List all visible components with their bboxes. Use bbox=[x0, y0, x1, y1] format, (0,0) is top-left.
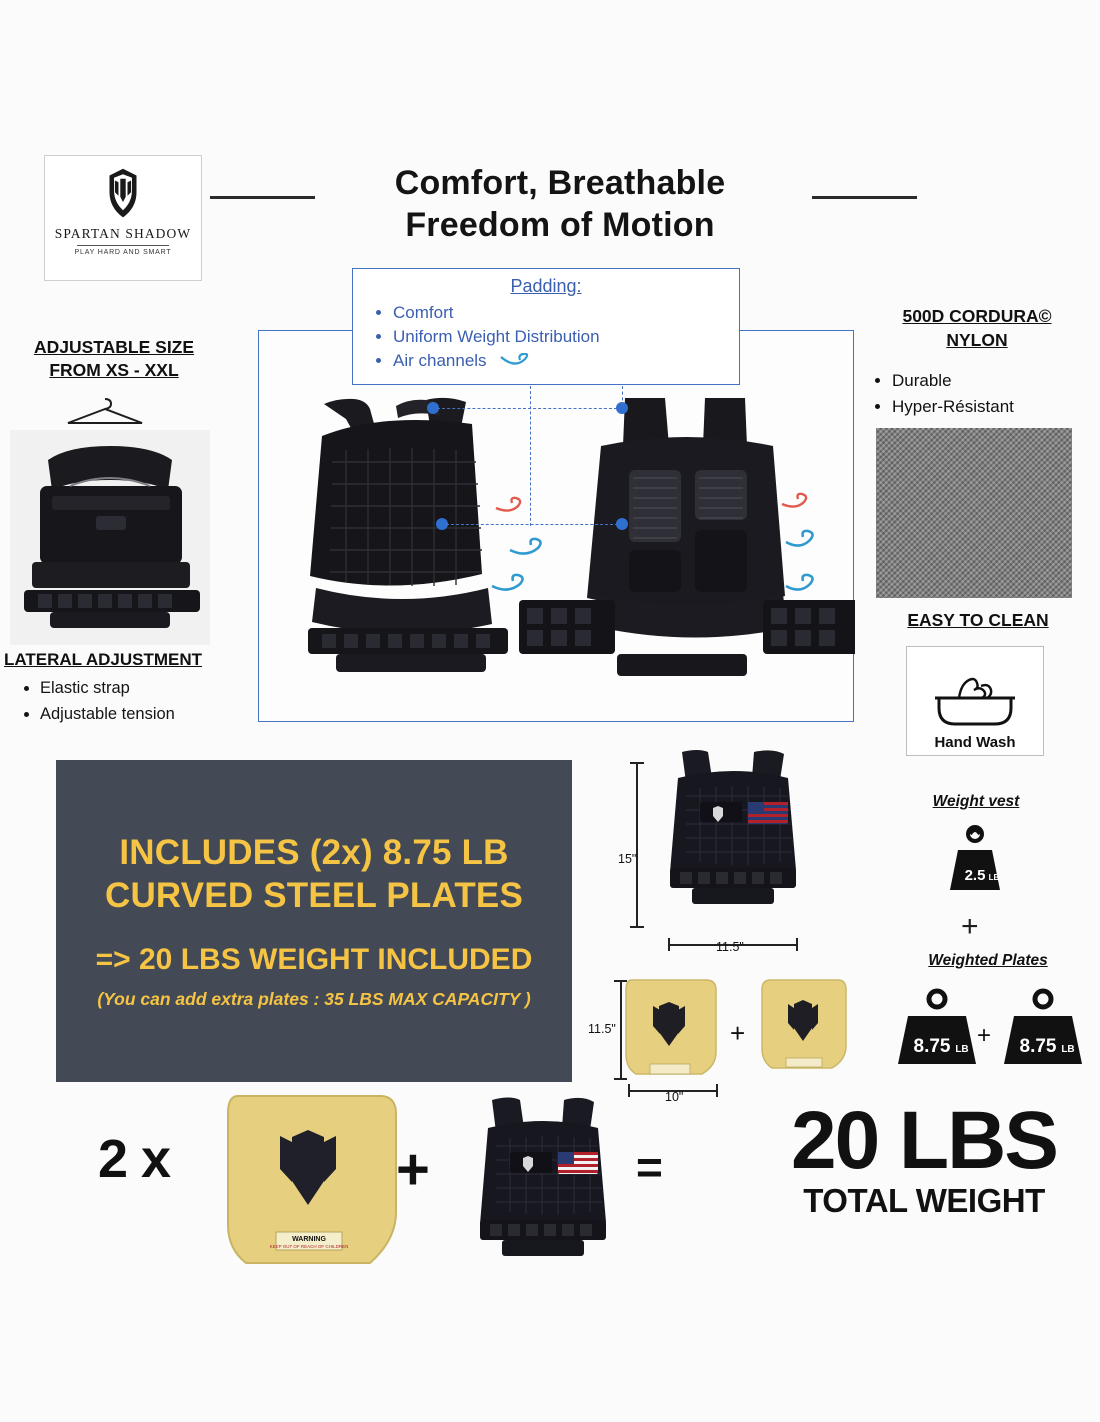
kettlebell-weight-icon bbox=[1000, 986, 1086, 1070]
promo-headline-line-2: CURVED STEEL PLATES bbox=[104, 875, 524, 915]
curved-steel-plate-small bbox=[620, 976, 718, 1086]
curved-steel-plate-small bbox=[758, 976, 848, 1078]
leader-line bbox=[622, 386, 623, 406]
clothes-hanger-icon bbox=[62, 396, 148, 426]
weight-vest-legend-title: Weight vest bbox=[932, 793, 1020, 810]
svg-text:8.75: 8.75 bbox=[1019, 1036, 1057, 1057]
adjustable-size-title bbox=[14, 336, 214, 382]
logo-divider bbox=[77, 245, 169, 246]
airflow-swirl-icon bbox=[782, 522, 818, 556]
plate-height-label: 11.5" bbox=[588, 1022, 616, 1036]
airflow-swirl-icon bbox=[778, 482, 812, 516]
plus-symbol: + bbox=[730, 1018, 746, 1048]
equation-total bbox=[752, 1095, 1096, 1220]
cordura-line-2: NYLON bbox=[946, 329, 1008, 350]
lateral-adjustment-title: LATERAL ADJUSTMENT bbox=[4, 650, 203, 669]
cordura-list bbox=[872, 368, 1088, 419]
vest-width-label: 11.5" bbox=[716, 940, 744, 954]
promo-note: (You can add extra plates : 35 LBS MAX CAPACITY ) bbox=[97, 989, 531, 1010]
list-item: • Durable bbox=[892, 368, 1088, 394]
list-item: • Adjustable tension bbox=[40, 702, 231, 728]
leader-line bbox=[437, 408, 617, 409]
curved-steel-plate-large bbox=[216, 1092, 400, 1267]
brand-tagline: PLAY HARD AND SMART bbox=[74, 249, 172, 256]
leader-line bbox=[446, 524, 618, 525]
spartan-helmet-icon bbox=[96, 166, 150, 222]
svg-text:LB: LB bbox=[955, 1044, 969, 1055]
list-item bbox=[393, 349, 739, 373]
cordura-title bbox=[866, 305, 1088, 352]
airflow-swirl-icon bbox=[782, 566, 818, 600]
plus-symbol: + bbox=[961, 910, 979, 943]
plus-symbol: + bbox=[977, 1022, 992, 1049]
plate-width-label: 10" bbox=[665, 1090, 684, 1104]
promo-panel bbox=[56, 760, 572, 1082]
dimension-tick bbox=[668, 938, 670, 951]
brand-logo bbox=[44, 155, 202, 281]
kettlebell-weight-icon bbox=[944, 822, 1006, 896]
svg-text:LB: LB bbox=[1061, 1044, 1075, 1055]
headline-line-2: Freedom of Motion bbox=[405, 206, 715, 245]
dimension-tick bbox=[796, 938, 798, 951]
adjustable-size-line-1: ADJUSTABLE SIZE bbox=[33, 337, 195, 357]
hand-wash-care-symbol bbox=[906, 646, 1044, 756]
list-item: • Hyper-Résistant bbox=[892, 394, 1088, 420]
dimension-tick bbox=[630, 926, 644, 928]
brand-name: SPARTAN SHADOW bbox=[54, 226, 192, 241]
kettlebell-weight-icon bbox=[894, 986, 980, 1070]
dimension-tick bbox=[630, 762, 644, 764]
svg-text:2.5: 2.5 bbox=[964, 867, 986, 884]
page-title bbox=[250, 162, 870, 246]
equation-vest-photo bbox=[460, 1094, 626, 1266]
airflow-swirl-icon bbox=[488, 566, 530, 600]
vest-height-label: 15" bbox=[618, 852, 637, 866]
weight-icon-plate-b bbox=[1000, 986, 1086, 1070]
easy-to-clean-title: EASY TO CLEAN bbox=[907, 610, 1049, 630]
adjustable-size-line-2: FROM XS - XXL bbox=[49, 359, 179, 380]
measured-vest-photo bbox=[648, 748, 818, 916]
weight-icon-plate-a bbox=[894, 986, 980, 1070]
promo-headline-line-1: INCLUDES (2x) 8.75 LB bbox=[119, 832, 509, 872]
headline-line-1: Comfort, Breathable bbox=[394, 164, 726, 202]
cordura-line-1: 500D CORDURA© bbox=[902, 306, 1052, 326]
lateral-adjustment-list bbox=[16, 676, 231, 727]
svg-text:8.75: 8.75 bbox=[913, 1036, 951, 1057]
adjustable-vest-photo bbox=[10, 430, 210, 645]
padding-callout bbox=[352, 268, 740, 385]
svg-text:LB: LB bbox=[988, 873, 1000, 882]
total-weight-label: TOTAL WEIGHT bbox=[803, 1181, 1045, 1219]
airflow-swirl-icon bbox=[492, 486, 526, 520]
leader-line bbox=[530, 386, 531, 526]
airflow-swirl-icon bbox=[499, 353, 533, 369]
hand-wash-label: Hand Wash bbox=[934, 734, 1016, 751]
promo-headline bbox=[105, 832, 523, 917]
weight-icon-vest bbox=[944, 822, 1006, 896]
list-item: • Comfort bbox=[393, 301, 739, 325]
list-item-label: Air channels bbox=[393, 351, 487, 371]
weighted-plates-legend-title: Weighted Plates bbox=[928, 952, 1048, 969]
equation-multiplier: 2 x bbox=[98, 1129, 171, 1189]
list-item: • Uniform Weight Distribution bbox=[393, 325, 739, 349]
airflow-swirl-icon bbox=[506, 530, 548, 564]
cordura-fabric-swatch bbox=[876, 428, 1072, 598]
hand-wash-icon bbox=[929, 672, 1021, 734]
svg-text:KEEP OUT OF REACH OF CHILDREN: KEEP OUT OF REACH OF CHILDREN bbox=[269, 1244, 349, 1249]
equation-plus: + bbox=[396, 1137, 430, 1202]
list-item: • Elastic strap bbox=[40, 676, 231, 702]
padding-list bbox=[353, 301, 739, 373]
svg-text:WARNING: WARNING bbox=[292, 1236, 326, 1243]
padding-title: Padding: bbox=[510, 276, 582, 296]
promo-subline: => 20 LBS WEIGHT INCLUDED bbox=[95, 943, 533, 977]
total-weight-value: 20 LBS bbox=[791, 1095, 1057, 1186]
equation-equals: = bbox=[636, 1141, 663, 1193]
dimension-line-vertical bbox=[636, 762, 638, 928]
